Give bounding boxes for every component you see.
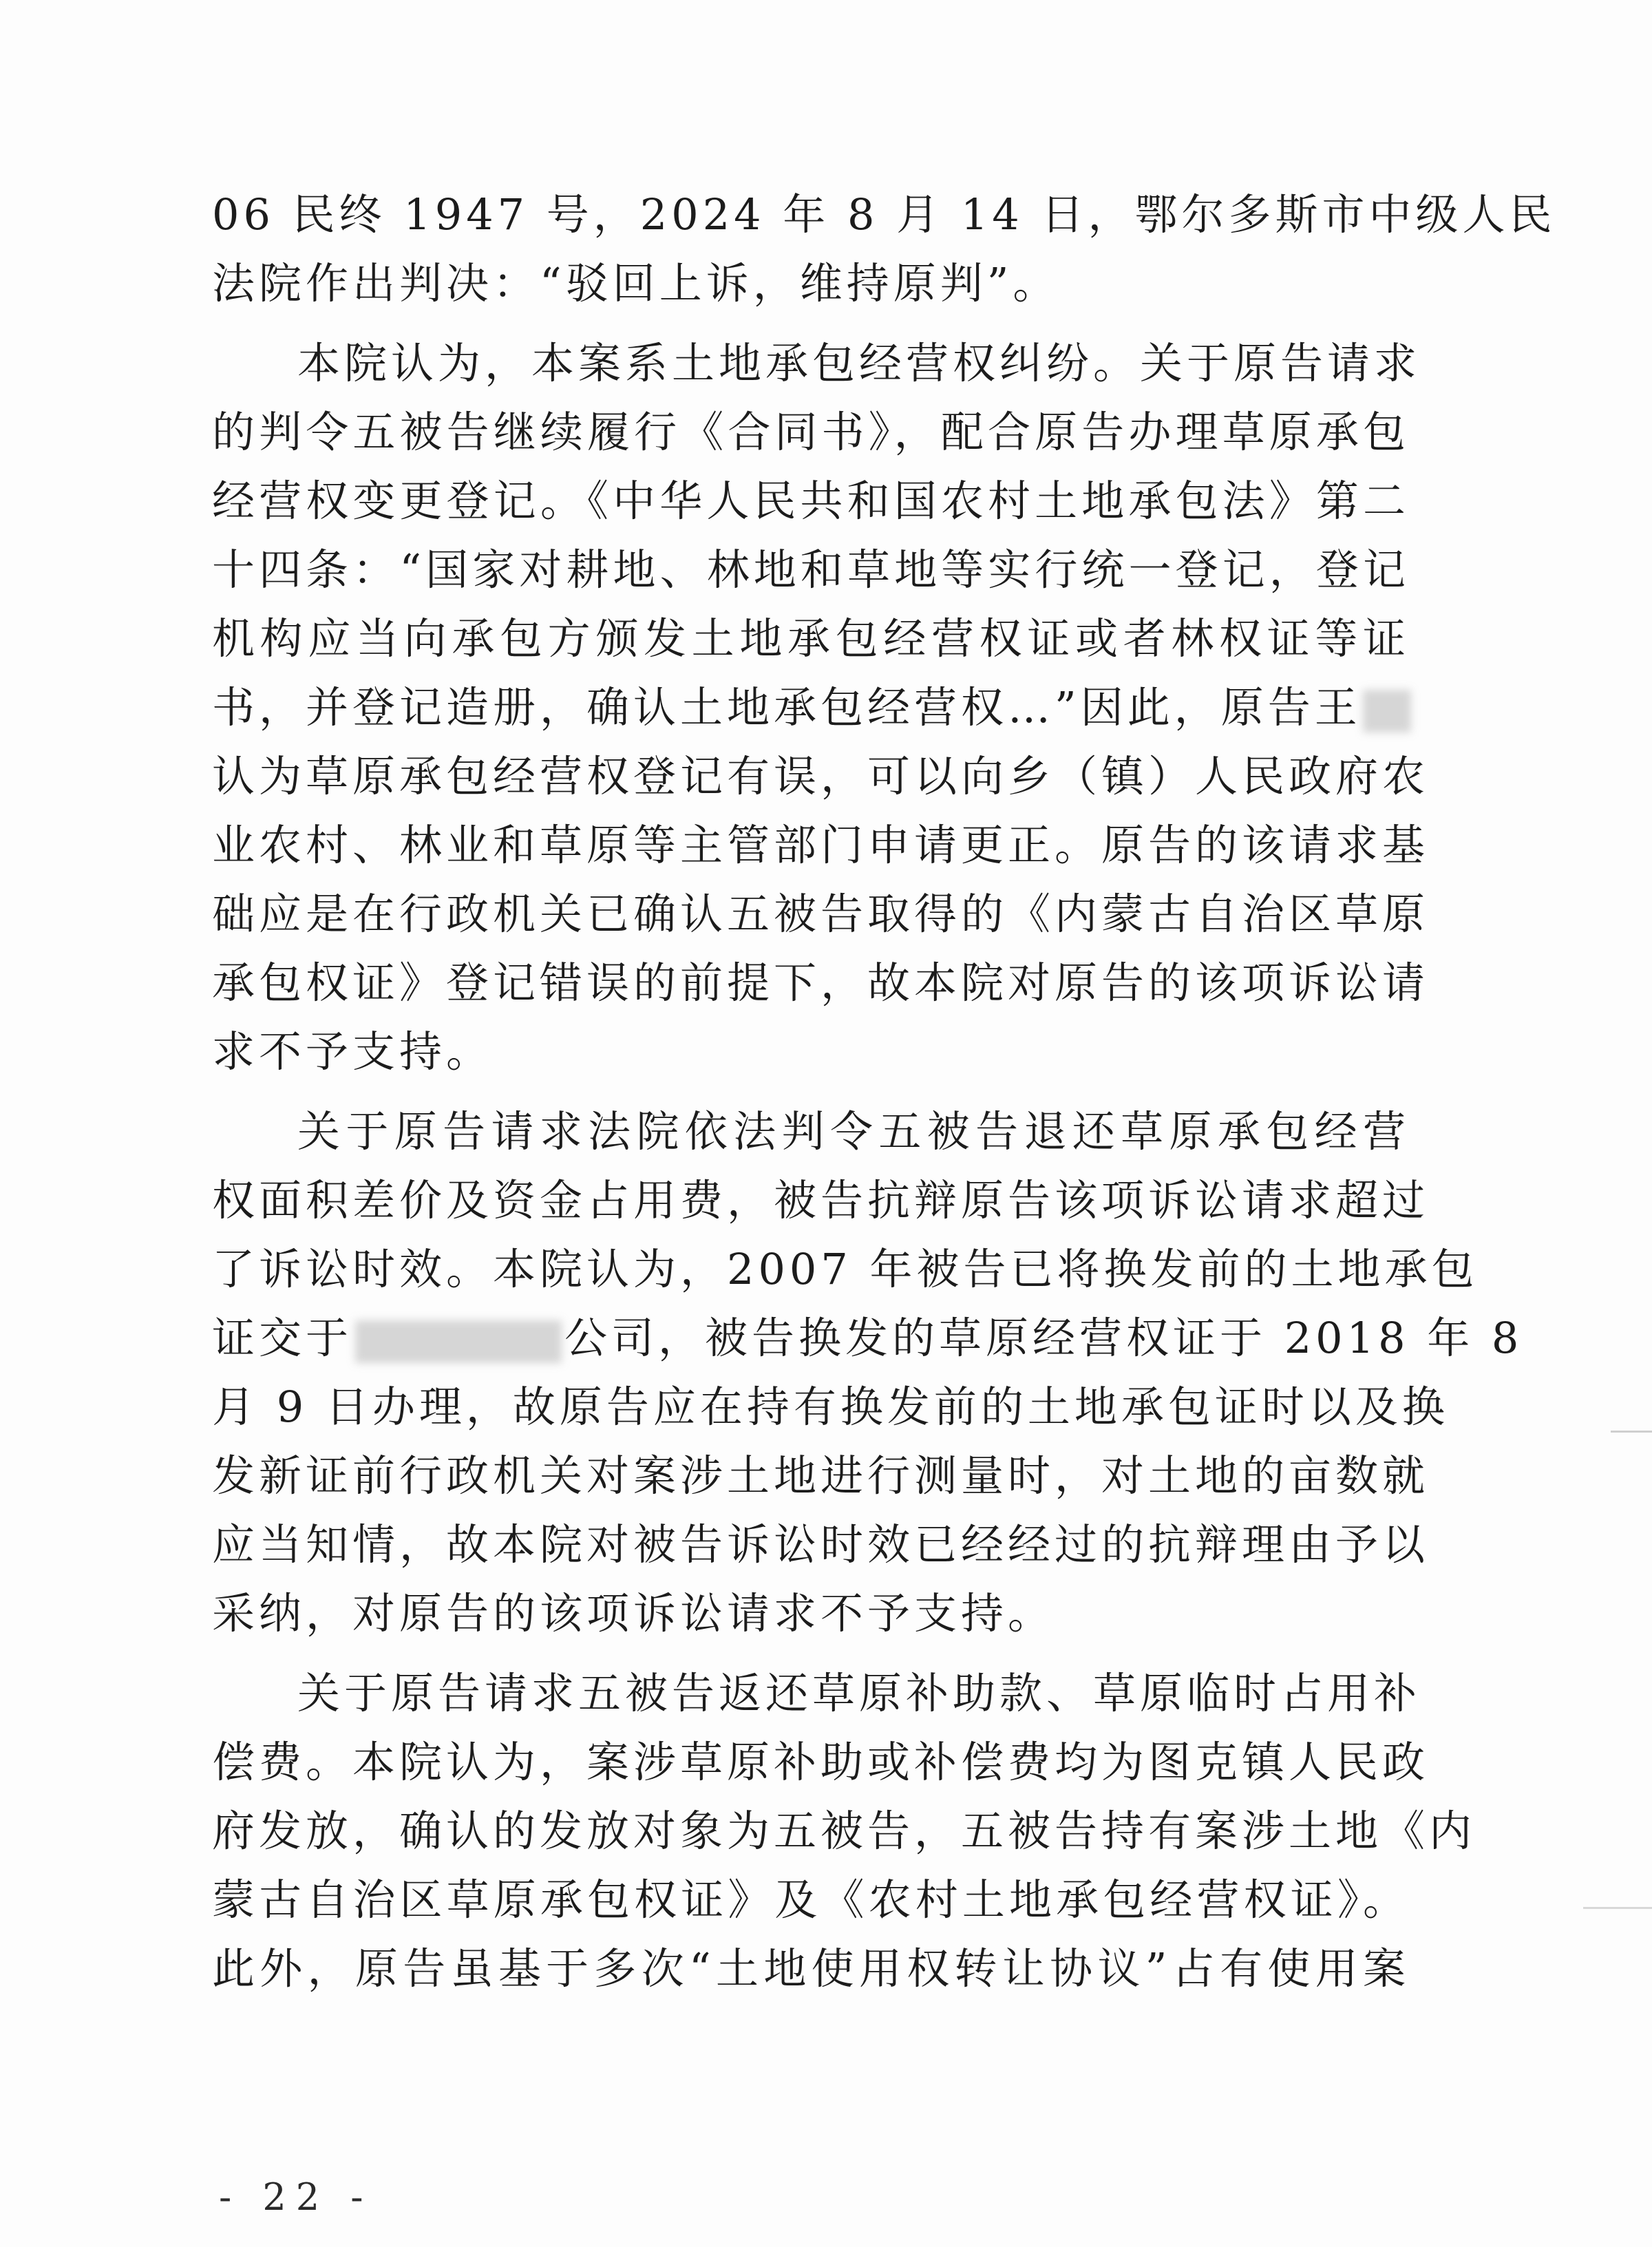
text-line: 发新证前行政机关对案涉土地进行测量时，对土地的亩数就	[212, 1450, 1430, 1501]
text-line: 了诉讼时效。本院认为，2007 年被告已将换发前的土地承包	[212, 1244, 1479, 1294]
text-line: 府发放，确认的发放对象为五被告，五被告持有案涉土地《内	[212, 1806, 1476, 1856]
text-line: 应当知情，故本院对被告诉讼时效已经经过的抗辩理由予以	[212, 1519, 1430, 1570]
page-number: - 22 -	[219, 2175, 373, 2219]
text-line: 采纳，对原告的该项诉讼请求不予支持。	[212, 1588, 1055, 1638]
redacted-company-name	[355, 1320, 562, 1363]
text-line: 机构应当向承包方颁发土地承包经营权证或者林权证等证	[212, 613, 1410, 664]
text-line: 业农村、林业和草原等主管部门申请更正。原告的该请求基	[212, 820, 1430, 870]
text-line: 十四条：“国家对耕地、林地和草地等实行统一登记，登记	[212, 545, 1410, 595]
text-fragment: 书，并登记造册，确认土地承包经营权…”因此，原告王	[212, 682, 1362, 732]
text-line: 础应是在行政机关已确认五被告取得的《内蒙古自治区草原	[212, 889, 1430, 939]
text-fragment: 证交于	[212, 1313, 353, 1363]
text-line	[212, 673, 1410, 742]
text-fragment: 公司，被告换发的草原经营权证于 2018 年 8	[564, 1313, 1523, 1363]
text-line: 月 9 日办理，故原告应在持有换发前的土地承包证时以及换	[212, 1382, 1449, 1432]
text-line: 此外，原告虽基于多次“土地使用权转让协议”占有使用案	[212, 1943, 1410, 1994]
text-line: 承包权证》登记错误的前提下，故本院对原告的该项诉讼请	[212, 958, 1430, 1008]
text-line: 的判令五被告继续履行《合同书》，配合原告办理草原承包	[212, 407, 1410, 457]
text-line: 关于原告请求法院依法判令五被告退还草原承包经营	[297, 1106, 1410, 1157]
scan-edge-mark	[1583, 1907, 1652, 1909]
text-line: 经营权变更登记。《中华人民共和国农村土地承包法》第二	[212, 476, 1410, 526]
scan-edge-mark	[1611, 1431, 1652, 1433]
text-line: 偿费。本院认为，案涉草原补助或补偿费均为图克镇人民政	[212, 1737, 1430, 1787]
text-line	[212, 1304, 1523, 1373]
redacted-name	[1363, 690, 1411, 732]
text-line: 权面积差价及资金占用费，被告抗辩原告该项诉讼请求超过	[212, 1175, 1430, 1225]
text-line: 蒙古自治区草原承包权证》及《农村土地承包经营权证》。	[212, 1875, 1410, 1925]
text-line: 关于原告请求五被告返还草原补助款、草原临时占用补	[297, 1668, 1421, 1718]
text-line: 本院认为，本案系土地承包经营权纠纷。关于原告请求	[297, 338, 1421, 388]
text-line: 求不予支持。	[212, 1026, 494, 1077]
text-line: 06 民终 1947 号，2024 年 8 月 14 日，鄂尔多斯市中级人民	[212, 189, 1556, 240]
text-line: 法院作出判决：“驳回上诉，维持原判”。	[212, 258, 1060, 308]
text-line: 认为草原承包经营权登记有误，可以向乡（镇）人民政府农	[212, 751, 1430, 801]
